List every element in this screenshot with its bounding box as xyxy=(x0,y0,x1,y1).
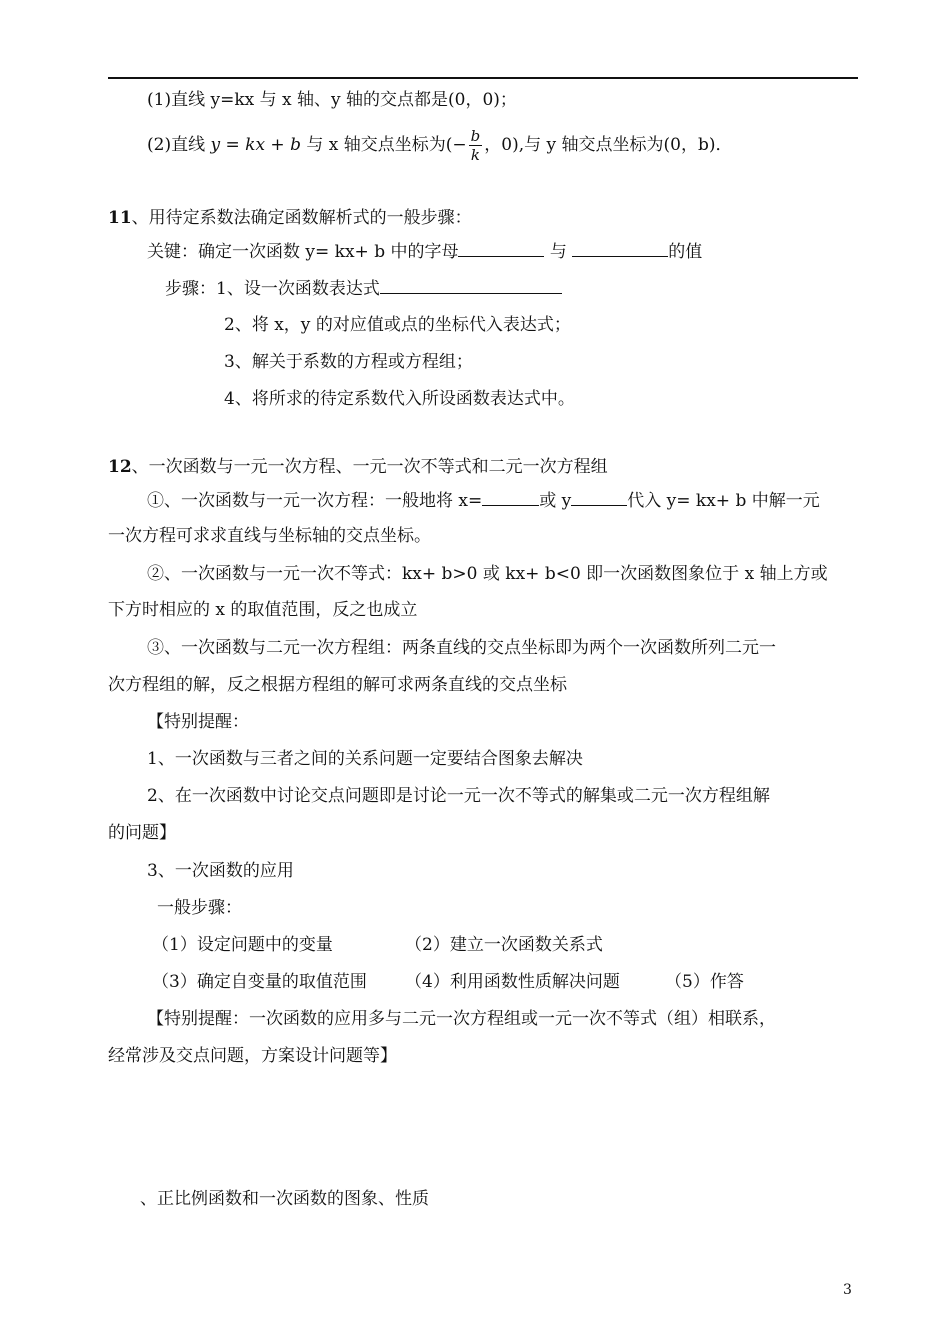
point-3-line-2: 次方程组的解，反之根据方程组的解可求两条直线的交点坐标 xyxy=(108,675,567,695)
reminder-title: 【特别提醒： xyxy=(147,712,249,732)
key-line xyxy=(147,240,702,263)
blank-field[interactable] xyxy=(458,240,544,257)
line-2-mid: 与 x 轴交点坐标为(− xyxy=(300,135,467,155)
application-step-1: （1）设定问题中的变量 xyxy=(152,935,333,955)
blank-field[interactable] xyxy=(572,240,668,257)
application-step-2: （2）建立一次函数关系式 xyxy=(405,935,603,955)
reminder-2-line-2: 的问题】 xyxy=(108,823,176,843)
header-rule xyxy=(108,77,858,79)
page-number: 3 xyxy=(843,1282,852,1298)
section-12-heading xyxy=(108,456,608,478)
key-connector: 与 xyxy=(544,242,573,262)
section-12-number: 12 xyxy=(108,457,132,477)
step-3: 3、解关于系数的方程或方程组； xyxy=(224,352,473,372)
section-12-title: 、一次函数与一元一次方程、一元一次不等式和二元一次方程组 xyxy=(131,457,608,477)
fraction-denominator: k xyxy=(470,146,480,164)
blank-field[interactable] xyxy=(571,489,627,506)
step-1-text: 步骤：1、设一次函数表达式 xyxy=(165,279,380,299)
fraction-b-over-k xyxy=(469,127,483,164)
line-1: (1)直线 y=kx 与 x 轴、y 轴的交点都是(0，0)； xyxy=(147,90,517,110)
blank-field[interactable] xyxy=(482,489,539,506)
section-title-graphs: 、正比例函数和一次函数的图象、性质 xyxy=(140,1189,429,1209)
reminder-3-line-2: 经常涉及交点问题，方案设计问题等】 xyxy=(108,1046,397,1066)
point-3-line-1: ③、一次函数与二元一次方程组：两条直线的交点坐标即为两个一次函数所列二元一 xyxy=(147,638,776,658)
point-1-text-a: ①、一次函数与一元一次方程：一般地将 x= xyxy=(147,491,483,511)
application-step-5: （5）作答 xyxy=(665,972,744,992)
reminder-1: 1、一次函数与三者之间的关系问题一定要结合图象去解决 xyxy=(147,749,583,769)
application-step-3: （3）确定自变量的取值范围 xyxy=(152,972,367,992)
blank-field[interactable] xyxy=(380,277,562,294)
fraction-numerator: b xyxy=(470,127,481,145)
section-11-heading xyxy=(108,207,472,229)
line-2 xyxy=(147,127,733,164)
line-2-pre: (2)直线 xyxy=(147,135,211,155)
step-1 xyxy=(165,277,562,300)
line-2-equation: y = kx + b xyxy=(210,135,301,155)
point-2-line-2: 下方时相应的 x 的取值范围，反之也成立 xyxy=(108,600,418,620)
line-2-post: ，0),与 y 轴交点坐标为(0，b)． xyxy=(484,135,733,155)
key-suffix: 的值 xyxy=(668,242,703,262)
point-1-text-c: 代入 y= kx+ b 中解一元 xyxy=(627,491,820,511)
application-step-4: （4）利用函数性质解决问题 xyxy=(405,972,620,992)
point-1-text-b: 或 y xyxy=(539,491,572,511)
step-4: 4、将所求的待定系数代入所设函数表达式中。 xyxy=(224,389,575,409)
point-1-line-1 xyxy=(147,489,820,512)
step-2: 2、将 x，y 的对应值或点的坐标代入表达式； xyxy=(224,315,571,335)
point-2-line-1: ②、一次函数与一元一次不等式：kx+ b>0 或 kx+ b<0 即一次函数图象位于 x 轴上方或 xyxy=(147,564,828,584)
reminder-3-line-1: 【特别提醒：一次函数的应用多与二元一次方程组或一元一次不等式（组）相联系， xyxy=(147,1009,776,1029)
section-11-number: 11 xyxy=(108,208,132,228)
application-title: 3、一次函数的应用 xyxy=(147,861,294,881)
key-text: 关键：确定一次函数 y= kx+ b 中的字母 xyxy=(147,242,459,262)
application-steps-label: 一般步骤： xyxy=(157,898,242,918)
reminder-2-line-1: 2、在一次函数中讨论交点问题即是讨论一元一次不等式的解集或二元一次方程组解 xyxy=(147,786,770,806)
section-11-title: 、用待定系数法确定函数解析式的一般步骤： xyxy=(131,208,472,228)
point-1-line-2: 一次方程可求求直线与坐标轴的交点坐标。 xyxy=(108,526,431,546)
